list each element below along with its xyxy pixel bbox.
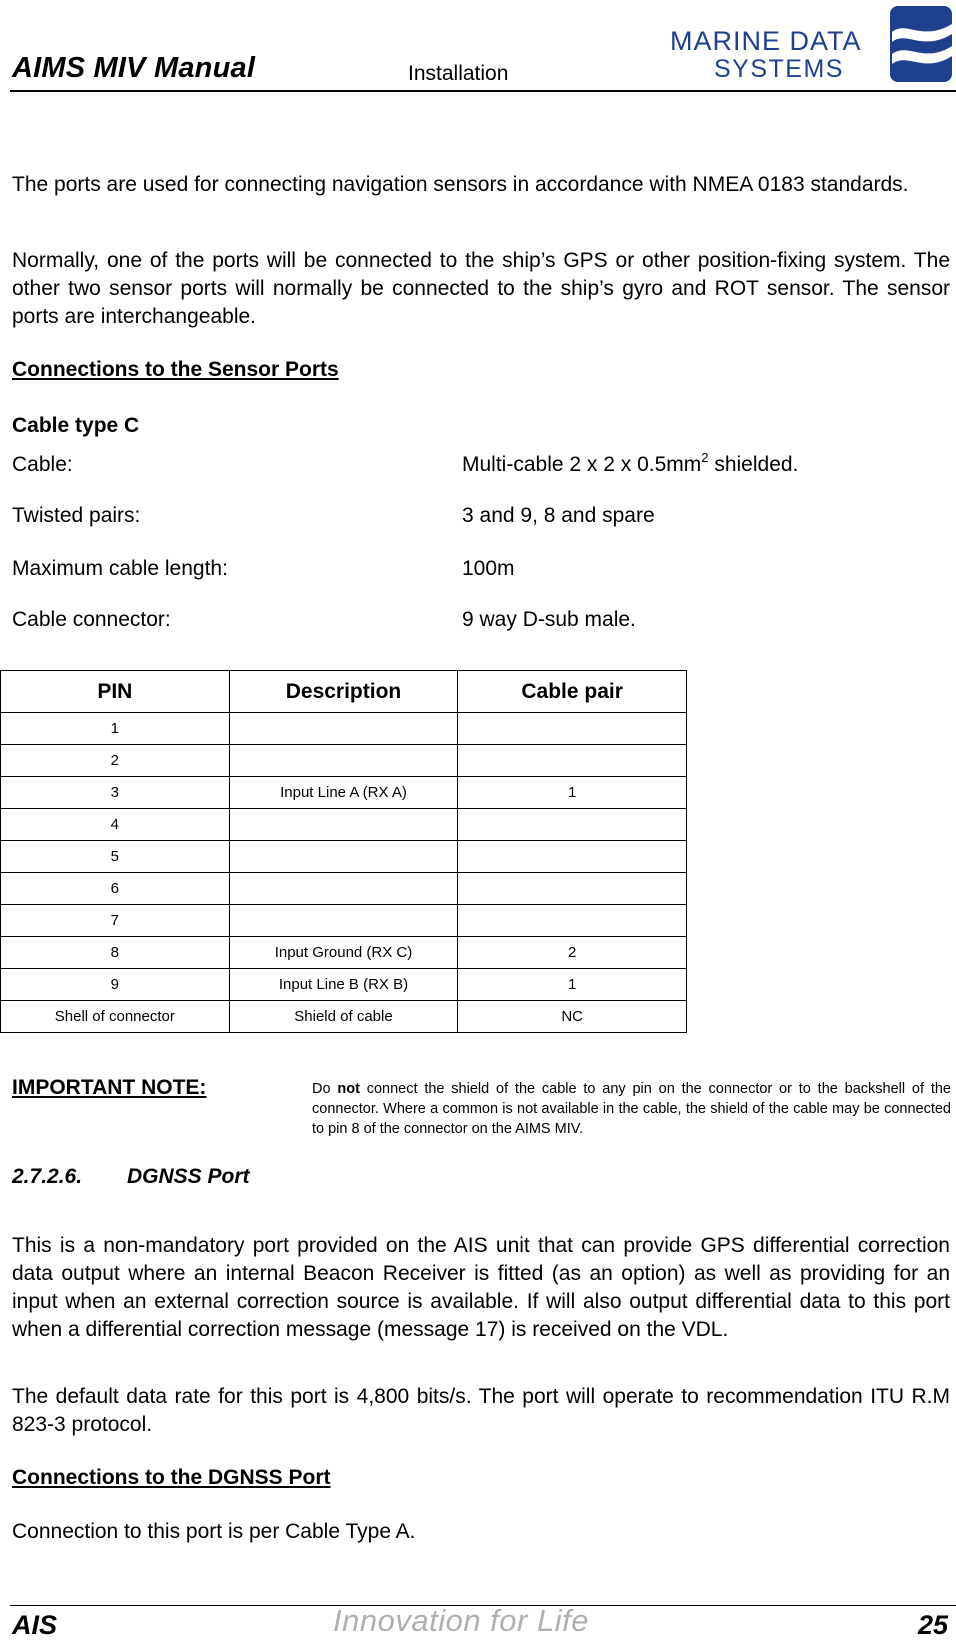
intro-paragraph-1: The ports are used for connecting navigation sensors in accordance with NMEA 0183 standards.	[12, 173, 909, 196]
spec-value-twisted-pairs: 3 and 9, 8 and spare	[462, 504, 655, 527]
pin-cell: 3	[1, 777, 230, 809]
cable-pair-cell: 1	[458, 777, 687, 809]
table-row	[1, 937, 687, 969]
spec-label-twisted-pairs: Twisted pairs:	[12, 504, 141, 527]
table-header-description: Description	[229, 671, 458, 713]
table-row	[1, 745, 687, 777]
manual-title: AIMS MIV Manual	[12, 52, 256, 84]
note-do: Do	[312, 1081, 338, 1097]
table-row	[1, 841, 687, 873]
footer-product: AIS	[12, 1610, 58, 1640]
important-note-label: IMPORTANT NOTE:	[12, 1076, 207, 1099]
table-row	[1, 1001, 687, 1033]
cable-pair-cell	[458, 841, 687, 873]
table-header-row	[1, 671, 687, 713]
cable-pair-cell	[458, 745, 687, 777]
table-row	[1, 969, 687, 1001]
important-note-text	[312, 1079, 951, 1139]
description-cell	[229, 905, 458, 937]
pin-cell: Shell of connector	[1, 1001, 230, 1033]
header-divider	[10, 90, 956, 92]
cable-pair-cell: 1	[458, 969, 687, 1001]
spec-value-max-length: 100m	[462, 557, 515, 580]
pin-cell: 5	[1, 841, 230, 873]
pin-cell: 1	[1, 713, 230, 745]
dgnss-paragraph-3: Connection to this port is per Cable Type A.	[12, 1520, 416, 1543]
cable-pair-cell	[458, 713, 687, 745]
section-title: DGNSS Port	[127, 1165, 250, 1188]
table-row	[1, 809, 687, 841]
logo-line-1: MARINE DATA	[670, 26, 862, 56]
description-cell	[229, 713, 458, 745]
cable-pair-cell	[458, 873, 687, 905]
footer-slogan: Innovation for Life	[333, 1603, 589, 1638]
spec-value-cable-text: Multi-cable 2 x 2 x 0.5mm	[462, 453, 702, 476]
spec-value-cable-suffix: shielded.	[708, 453, 799, 476]
pin-cell: 7	[1, 905, 230, 937]
intro-paragraph-2: Normally, one of the ports will be connected to the ship’s GPS or other position-fixing system. The other two sensor ports will normally be connected to the ship’s gyro and ROT sensor. The sensor ports are interchangeable.	[12, 249, 950, 328]
cable-pair-cell: NC	[458, 1001, 687, 1033]
cable-pair-cell: 2	[458, 937, 687, 969]
company-logo	[670, 2, 954, 86]
pin-cell: 4	[1, 809, 230, 841]
table-row	[1, 905, 687, 937]
dgnss-paragraph-2: The default data rate for this port is 4,800 bits/s. The port will operate to recommendation ITU R.M 823-3 protocol.	[12, 1385, 950, 1436]
page-number: 25	[917, 1610, 948, 1640]
description-cell	[229, 809, 458, 841]
description-cell: Input Line A (RX A)	[229, 777, 458, 809]
pin-cell: 9	[1, 969, 230, 1001]
table-row	[1, 713, 687, 745]
cable-pair-cell	[458, 905, 687, 937]
sensor-ports-heading: Connections to the Sensor Ports	[12, 358, 339, 381]
spec-value-connector: 9 way D-sub male.	[462, 608, 636, 631]
spec-label-cable: Cable:	[12, 453, 73, 476]
dgnss-connections-heading: Connections to the DGNSS Port	[12, 1466, 331, 1489]
description-cell: Input Line B (RX B)	[229, 969, 458, 1001]
description-cell	[229, 745, 458, 777]
spec-label-connector: Cable connector:	[12, 608, 171, 631]
logo-line-2: SYSTEMS	[714, 55, 844, 83]
spec-value-cable-superscript: 2	[701, 450, 709, 465]
description-cell	[229, 841, 458, 873]
description-cell: Shield of cable	[229, 1001, 458, 1033]
table-header-cable-pair: Cable pair	[458, 671, 687, 713]
cable-pair-cell	[458, 809, 687, 841]
table-row	[1, 777, 687, 809]
table-header-pin: PIN	[1, 671, 230, 713]
dgnss-paragraph-1: This is a non-mandatory port provided on the AIS unit that can provide GPS differential correction data output where an internal Beacon Receiver is fitted (as an option) as well as providing for an input when an external correction source is available. If will also output differential data to this port when a differential correction message (message 17) is received on the VDL.	[12, 1234, 950, 1341]
section-number: 2.7.2.6.	[12, 1165, 83, 1188]
description-cell: Input Ground (RX C)	[229, 937, 458, 969]
cable-type-label: Cable type C	[12, 414, 140, 437]
pin-cell: 8	[1, 937, 230, 969]
pin-cell: 2	[1, 745, 230, 777]
section-name: Installation	[408, 62, 509, 85]
pin-table	[0, 670, 687, 1033]
spec-label-max-length: Maximum cable length:	[12, 557, 228, 580]
note-rest: connect the shield of the cable to any pin on the connector or to the backshell of the connector. Where a common is not available in the cable, the shield of the cable may be connected to pin 8 of the connector on the AIMS MIV.	[312, 1081, 951, 1137]
table-row	[1, 873, 687, 905]
pin-cell: 6	[1, 873, 230, 905]
description-cell	[229, 873, 458, 905]
spec-value-cable	[462, 450, 799, 477]
note-not: not	[337, 1081, 360, 1097]
wave-logo-icon	[890, 6, 952, 82]
